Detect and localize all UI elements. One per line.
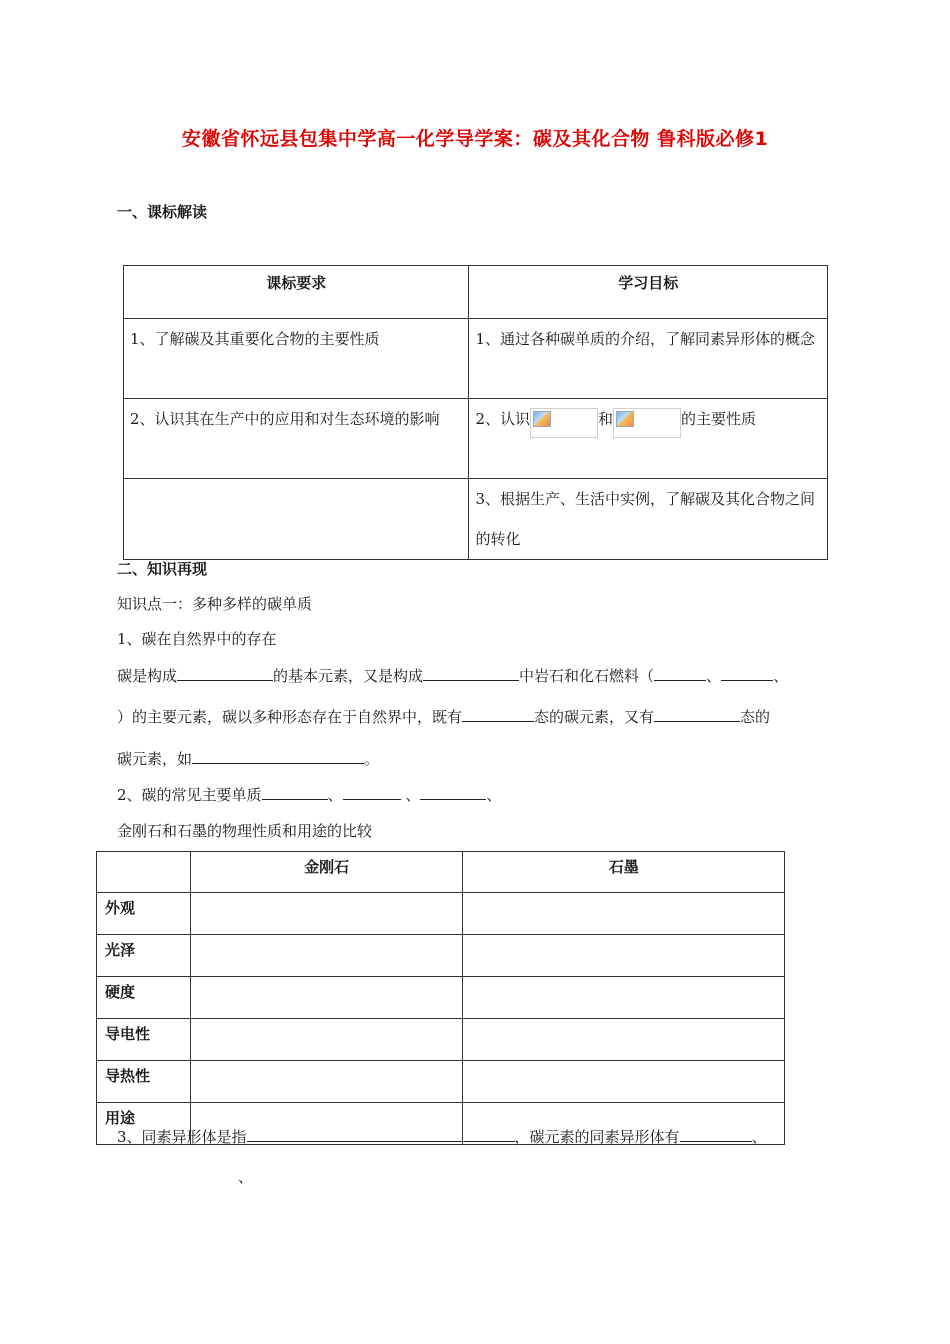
curriculum-table [123,265,828,560]
blank-field[interactable] [654,666,706,681]
section-heading-2: 二、知识再现 [117,560,208,578]
blank-field[interactable] [462,707,534,722]
table-cell[interactable] [463,893,785,935]
table-cell[interactable] [190,1061,463,1103]
table-row [124,399,828,479]
column-header: 课标要求 [124,266,469,319]
table-row [97,977,785,1019]
table-cell [469,399,828,479]
row-label: 导热性 [97,1061,191,1103]
column-header: 学习目标 [469,266,828,319]
row-label: 用途 [97,1103,191,1145]
table-cell: 3、根据生产、生活中实例，了解碳及其化合物之间的转化 [469,479,828,560]
table-cell[interactable] [190,935,463,977]
text: 态的 [740,708,771,726]
table-row [124,479,828,560]
subheading: 1、碳在自然界中的存在 [117,630,277,648]
text: 中岩石和化石燃料（ [519,667,655,685]
fill-in-line [117,665,788,686]
table-row [97,935,785,977]
table-cell [124,479,469,560]
blank-field[interactable] [420,785,486,800]
knowledge-point-title: 知识点一：多种多样的碳单质 [117,595,313,613]
text: 、 [706,667,722,685]
row-label: 硬度 [97,977,191,1019]
text: 的基本元素，又是构成 [273,667,424,685]
comparison-table [96,851,785,1145]
text: 、 [773,667,789,685]
fill-in-line [117,706,770,727]
text: ，碳元素的同素异形体有 [514,1128,680,1146]
text: 碳是构成 [117,667,178,685]
blank-field[interactable] [654,707,740,722]
row-label: 光泽 [97,935,191,977]
table-cell: 1、通过各种碳单质的介绍，了解同素异形体的概念 [469,319,828,399]
table-cell[interactable] [463,935,785,977]
blank-field[interactable] [343,785,401,800]
broken-image-icon [613,408,681,438]
table-row [97,1061,785,1103]
table-row [97,1019,785,1061]
blank-field[interactable] [262,785,328,800]
broken-image-icon [530,408,598,438]
table-header-row [97,852,785,893]
table-cell[interactable] [463,1061,785,1103]
table-cell[interactable] [463,977,785,1019]
text: 2、碳的常见主要单质 [117,786,262,804]
fill-in-line [117,748,379,769]
cell-text: 2、认识 [475,410,531,428]
page-title: 安徽省怀远县包集中学高一化学导学案：碳及其化合物 鲁科版必修1 [181,128,769,150]
trailing-separator: 、 [238,1168,254,1186]
blank-field[interactable] [247,1127,515,1142]
table-header-row [124,266,828,319]
row-label: 导电性 [97,1019,191,1061]
fill-in-line [117,784,501,805]
row-label: 外观 [97,893,191,935]
blank-field[interactable] [177,666,273,681]
column-header: 石墨 [463,852,785,893]
text: 、 [327,786,343,804]
table-row [97,893,785,935]
blank-field[interactable] [680,1127,752,1142]
table-cell[interactable] [190,977,463,1019]
table-cell: 2、认识其在生产中的应用和对生态环境的影响 [124,399,469,479]
table-cell[interactable] [190,1019,463,1061]
text: 3、同素异形体是指 [117,1128,247,1146]
table-cell[interactable] [463,1019,785,1061]
column-header: 金刚石 [190,852,463,893]
cell-text: 和 [598,410,614,428]
blank-field[interactable] [721,666,773,681]
text: 、 [486,786,502,804]
text: 态的碳元素，又有 [534,708,655,726]
table-row [124,319,828,399]
section-heading-1: 一、课标解读 [117,203,208,221]
text: 、 [405,786,421,804]
fill-in-line [117,1126,767,1147]
text: 。 [364,750,380,768]
table-cell[interactable] [190,893,463,935]
table-cell: 1、了解碳及其重要化合物的主要性质 [124,319,469,399]
cell-text: 的主要性质 [681,410,757,428]
text: 、 [751,1128,767,1146]
text: 碳元素，如 [117,750,193,768]
blank-field[interactable] [423,666,519,681]
column-header [97,852,191,893]
table-caption: 金刚石和石墨的物理性质和用途的比较 [117,822,373,840]
blank-field[interactable] [192,749,364,764]
text: ）的主要元素，碳以多种形态存在于自然界中，既有 [117,708,463,726]
